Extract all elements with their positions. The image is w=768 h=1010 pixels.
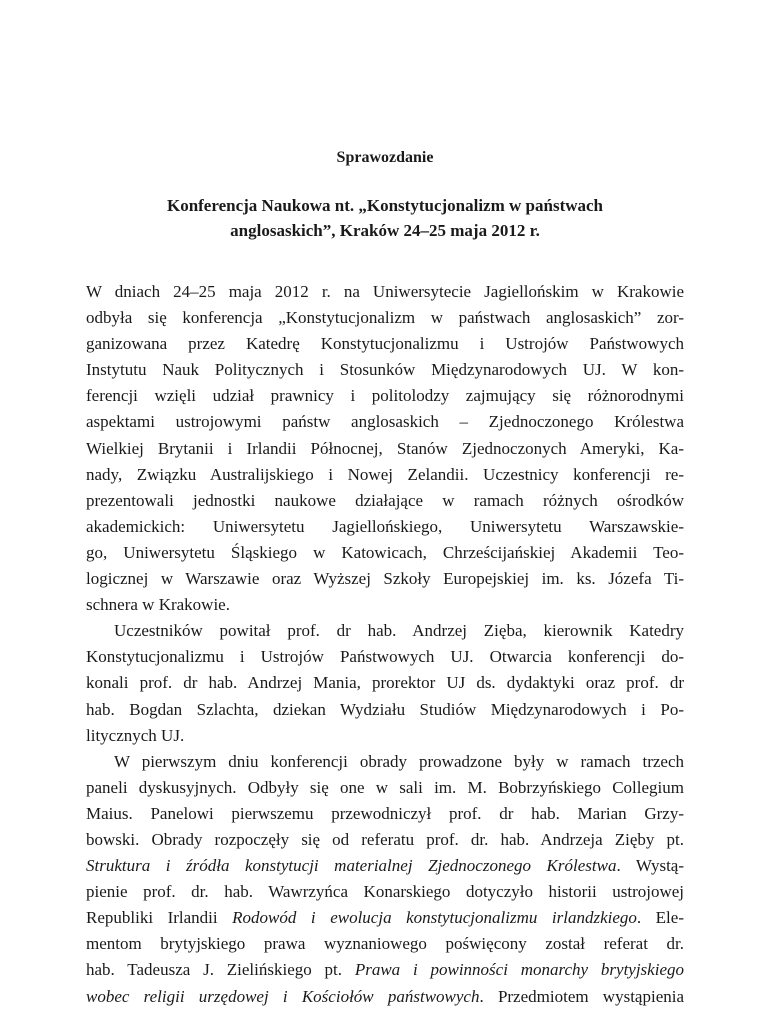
report-title [86,193,684,243]
body-text: . Ele- [636,908,684,928]
body-text: go, Uniwersytetu Śląskiego w Katowicach, Chrześcijańskiej Akademii Teo- [86,542,684,562]
body-text: aspektami ustrojowymi państw anglosaskich – Zjednoczonego Królestwa [86,412,684,432]
italic-title-text: wobec religii urzędowej i Kościołów państwowych [86,986,480,1006]
body-line [86,331,684,357]
body-line [86,957,684,983]
body-line [86,305,684,331]
body-text: Uczestników powitał prof. dr hab. Andrzej Zięba, kierownik Katedry [114,621,684,641]
body-text: bowski. Obrady rozpoczęły się od referatu prof. dr. hab. Andrzeja Zięby pt. [86,829,684,849]
body-line [86,540,684,566]
section-label: Sprawozdanie [336,149,434,166]
body-text: litycznych UJ. [86,725,185,745]
body-line [86,749,684,775]
title-line: anglosaskich”, Kraków 24–25 maja 2012 r. [230,221,540,240]
body-line [86,801,684,827]
body-line [86,984,684,1010]
body-line [86,436,684,462]
body-line [86,827,684,853]
body-text: Maius. Panelowi pierwszemu przewodniczył prof. dr hab. Marian Grzy- [86,803,684,823]
body-line [86,592,684,618]
body-line [86,488,684,514]
italic-title-text: Prawa i powinności monarchy brytyjskiego [354,960,684,980]
body-line [86,905,684,931]
body-text: Wielkiej Brytanii i Irlandii Północnej, Stanów Zjednoczonych Ameryki, Ka- [86,438,684,458]
body-text: ganizowana przez Katedrę Konstytucjonalizmu i Ustrojów Państwowych [86,334,684,354]
body-text: hab. Tadeusza J. Zielińskiego pt. [86,960,355,980]
body-line [86,618,684,644]
body-text: Republiki Irlandii [86,908,233,928]
body-text: logicznej w Warszawie oraz Wyższej Szkoły Europejskiej im. ks. Józefa Ti- [86,569,684,589]
body-line [86,514,684,540]
body-text: konali prof. dr hab. Andrzej Mania, prorektor UJ ds. dydaktyki oraz prof. dr [86,673,684,693]
body-text: nady, Związku Australijskiego i Nowej Zelandii. Uczestnicy konferencji re- [86,464,684,484]
italic-title-text: Rodowód i ewolucja konstytucjonalizmu irlandzkiego [232,908,637,928]
body-text: mentom brytyjskiego prawa wyznaniowego poświęcony został referat dr. [86,934,684,954]
body-text: . Wystą- [616,856,684,876]
body-line [86,462,684,488]
italic-title-text: Struktura i źródła konstytucji materialnej Zjednoczonego Królestwa [86,856,617,876]
body-line [86,670,684,696]
body-line [86,879,684,905]
body-text: paneli dyskusyjnych. Odbyły się one w sali im. M. Bobrzyńskiego Collegium [86,777,684,797]
report-body [86,279,684,1010]
body-text: hab. Bogdan Szlachta, dziekan Wydziału Studiów Międzynarodowych i Po- [86,699,684,719]
body-line [86,409,684,435]
body-line [86,357,684,383]
body-line [86,931,684,957]
body-text: prezentowali jednostki naukowe działające w ramach różnych ośrodków [86,490,684,510]
body-text: schnera w Krakowie. [86,595,230,615]
body-line [86,279,684,305]
body-line [86,383,684,409]
body-text: odbyła się konferencja „Konstytucjonalizm w państwach anglosaskich” zor- [86,308,684,328]
body-text: Konstytucjonalizmu i Ustrojów Państwowych UJ. Otwarcia konferencji do- [86,647,684,667]
body-text: Instytutu Nauk Politycznych i Stosunków Międzynarodowych UJ. W kon- [86,360,684,380]
body-text: W dniach 24–25 maja 2012 r. na Uniwersytecie Jagiellońskim w Krakowie [86,282,684,301]
body-line [86,697,684,723]
body-line [86,644,684,670]
body-line [86,853,684,879]
body-line [86,566,684,592]
body-text: akademickich: Uniwersytetu Jagiellońskiego, Uniwersytetu Warszawskie- [86,516,684,536]
title-line: Konferencja Naukowa nt. „Konstytucjonalizm w państwach [166,196,604,215]
body-text: pienie prof. dr. hab. Wawrzyńca Konarskiego dotyczyło historii ustrojowej [86,882,684,902]
body-text: . Przedmiotem wystąpienia [479,986,685,1006]
body-text: W pierwszym dniu konferencji obrady prowadzone były w ramach trzech [114,751,684,771]
body-text: ferencji wzięli udział prawnicy i politolodzy zajmujący się różnorodnymi [86,386,684,406]
body-line [86,775,684,801]
body-line [86,723,684,749]
